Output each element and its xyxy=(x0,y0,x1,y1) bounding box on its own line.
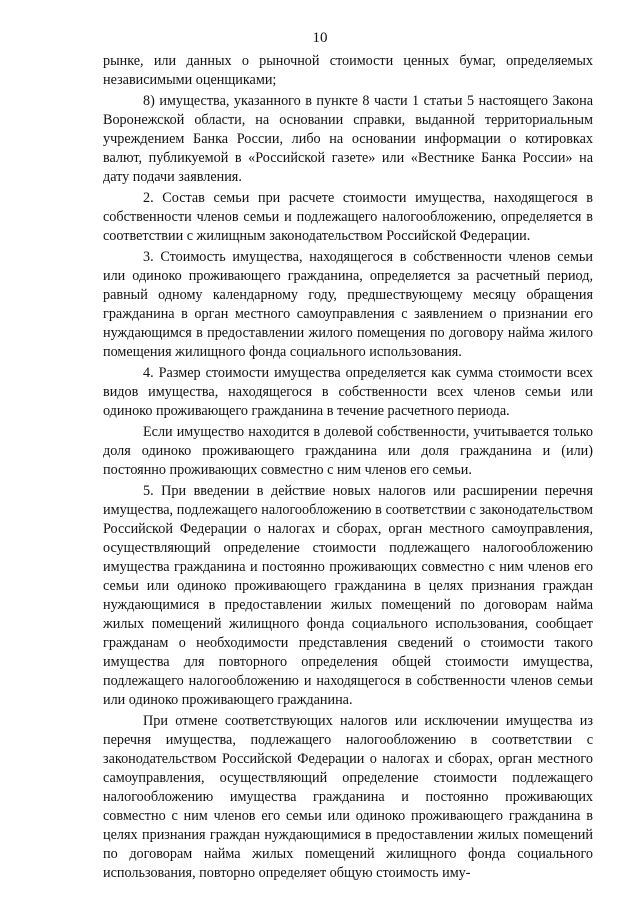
paragraph-5-tax-cancellation: При отмене соответствующих налогов или исключении имущества из перечня имущества, подлежащего налогообложению в соответствии с законодательством Российской Федерации о налогах и сборах, орган местного самоуправления, осуществляющий определение стоимости подлежащего налогообложению имущества гражданина и постоянно проживающих совместно с ним членов его семьи или одиноко проживающего гражданина в целях признания граждан нуждающимися в предоставлении жилых помещений по договорам найма жилых помещений жилищного фонда социального использования, повторно определяет общую стоимость иму- xyxy=(103,713,593,881)
paragraph-2: 2. Состав семьи при расчете стоимости имущества, находящегося в собственности членов семьи и подлежащего налогообложению, определяется в соответствии с жилищным законодательством Российской Федерации. xyxy=(103,190,593,244)
paragraph-continuation: рынке, или данных о рыночной стоимости ценных бумаг, определяемых независимыми оценщиками; xyxy=(103,53,593,88)
paragraph-item-8: 8) имущества, указанного в пункте 8 части 1 статьи 5 настоящего Закона Воронежской области, на основании справки, выданной территориальным учреждением Банка России, либо на основании информации о котировках валют, публикуемой в «Российской газете» или «Вестнике Банка России» на дату подачи заявления. xyxy=(103,93,593,185)
paragraph-5: 5. При введении в действие новых налогов или расширении перечня имущества, подлежащего налогообложению в соответствии с законодательством Российской Федерации о налогах и сборах, орган местного самоуправления, осуществляющий определение стоимости подлежащего налогообложению имущества гражданина и постоянно проживающих совместно с ним членов его семьи или одиноко проживающего гражданина в целях признания граждан нуждающимися в предоставлении жилых помещений по договорам найма жилых помещений жилищного фонда социального использования, сообщает гражданам о необходимости представления сведений о стоимости такого имущества для повторного определения общей стоимости имущества, подлежащего налогообложению и находящегося в собственности членов семьи или одиноко проживающего гражданина. xyxy=(103,483,593,708)
page-number: 10 xyxy=(312,30,328,46)
paragraph-4: 4. Размер стоимости имущества определяется как сумма стоимости всех видов имущества, находящегося в собственности всех членов семьи или одиноко проживающего гражданина в течение расчетного периода. xyxy=(103,365,593,419)
paragraph-3: 3. Стоимость имущества, находящегося в собственности членов семьи или одиноко проживающего гражданина, определяется за расчетный период, равный одному календарному году, предшествующему месяцу обращения гражданина в орган местного самоуправления с заявлением о признании его нуждающимся в предоставлении жилого помещения по договору найма жилого помещения жилищного фонда социального использования. xyxy=(103,249,593,360)
document-body xyxy=(103,52,593,885)
paragraph-4-shared-ownership: Если имущество находится в долевой собственности, учитывается только доля одиноко проживающего гражданина или доля гражданина и (или) постоянно проживающих совместно с ним членов его семьи. xyxy=(103,424,593,478)
